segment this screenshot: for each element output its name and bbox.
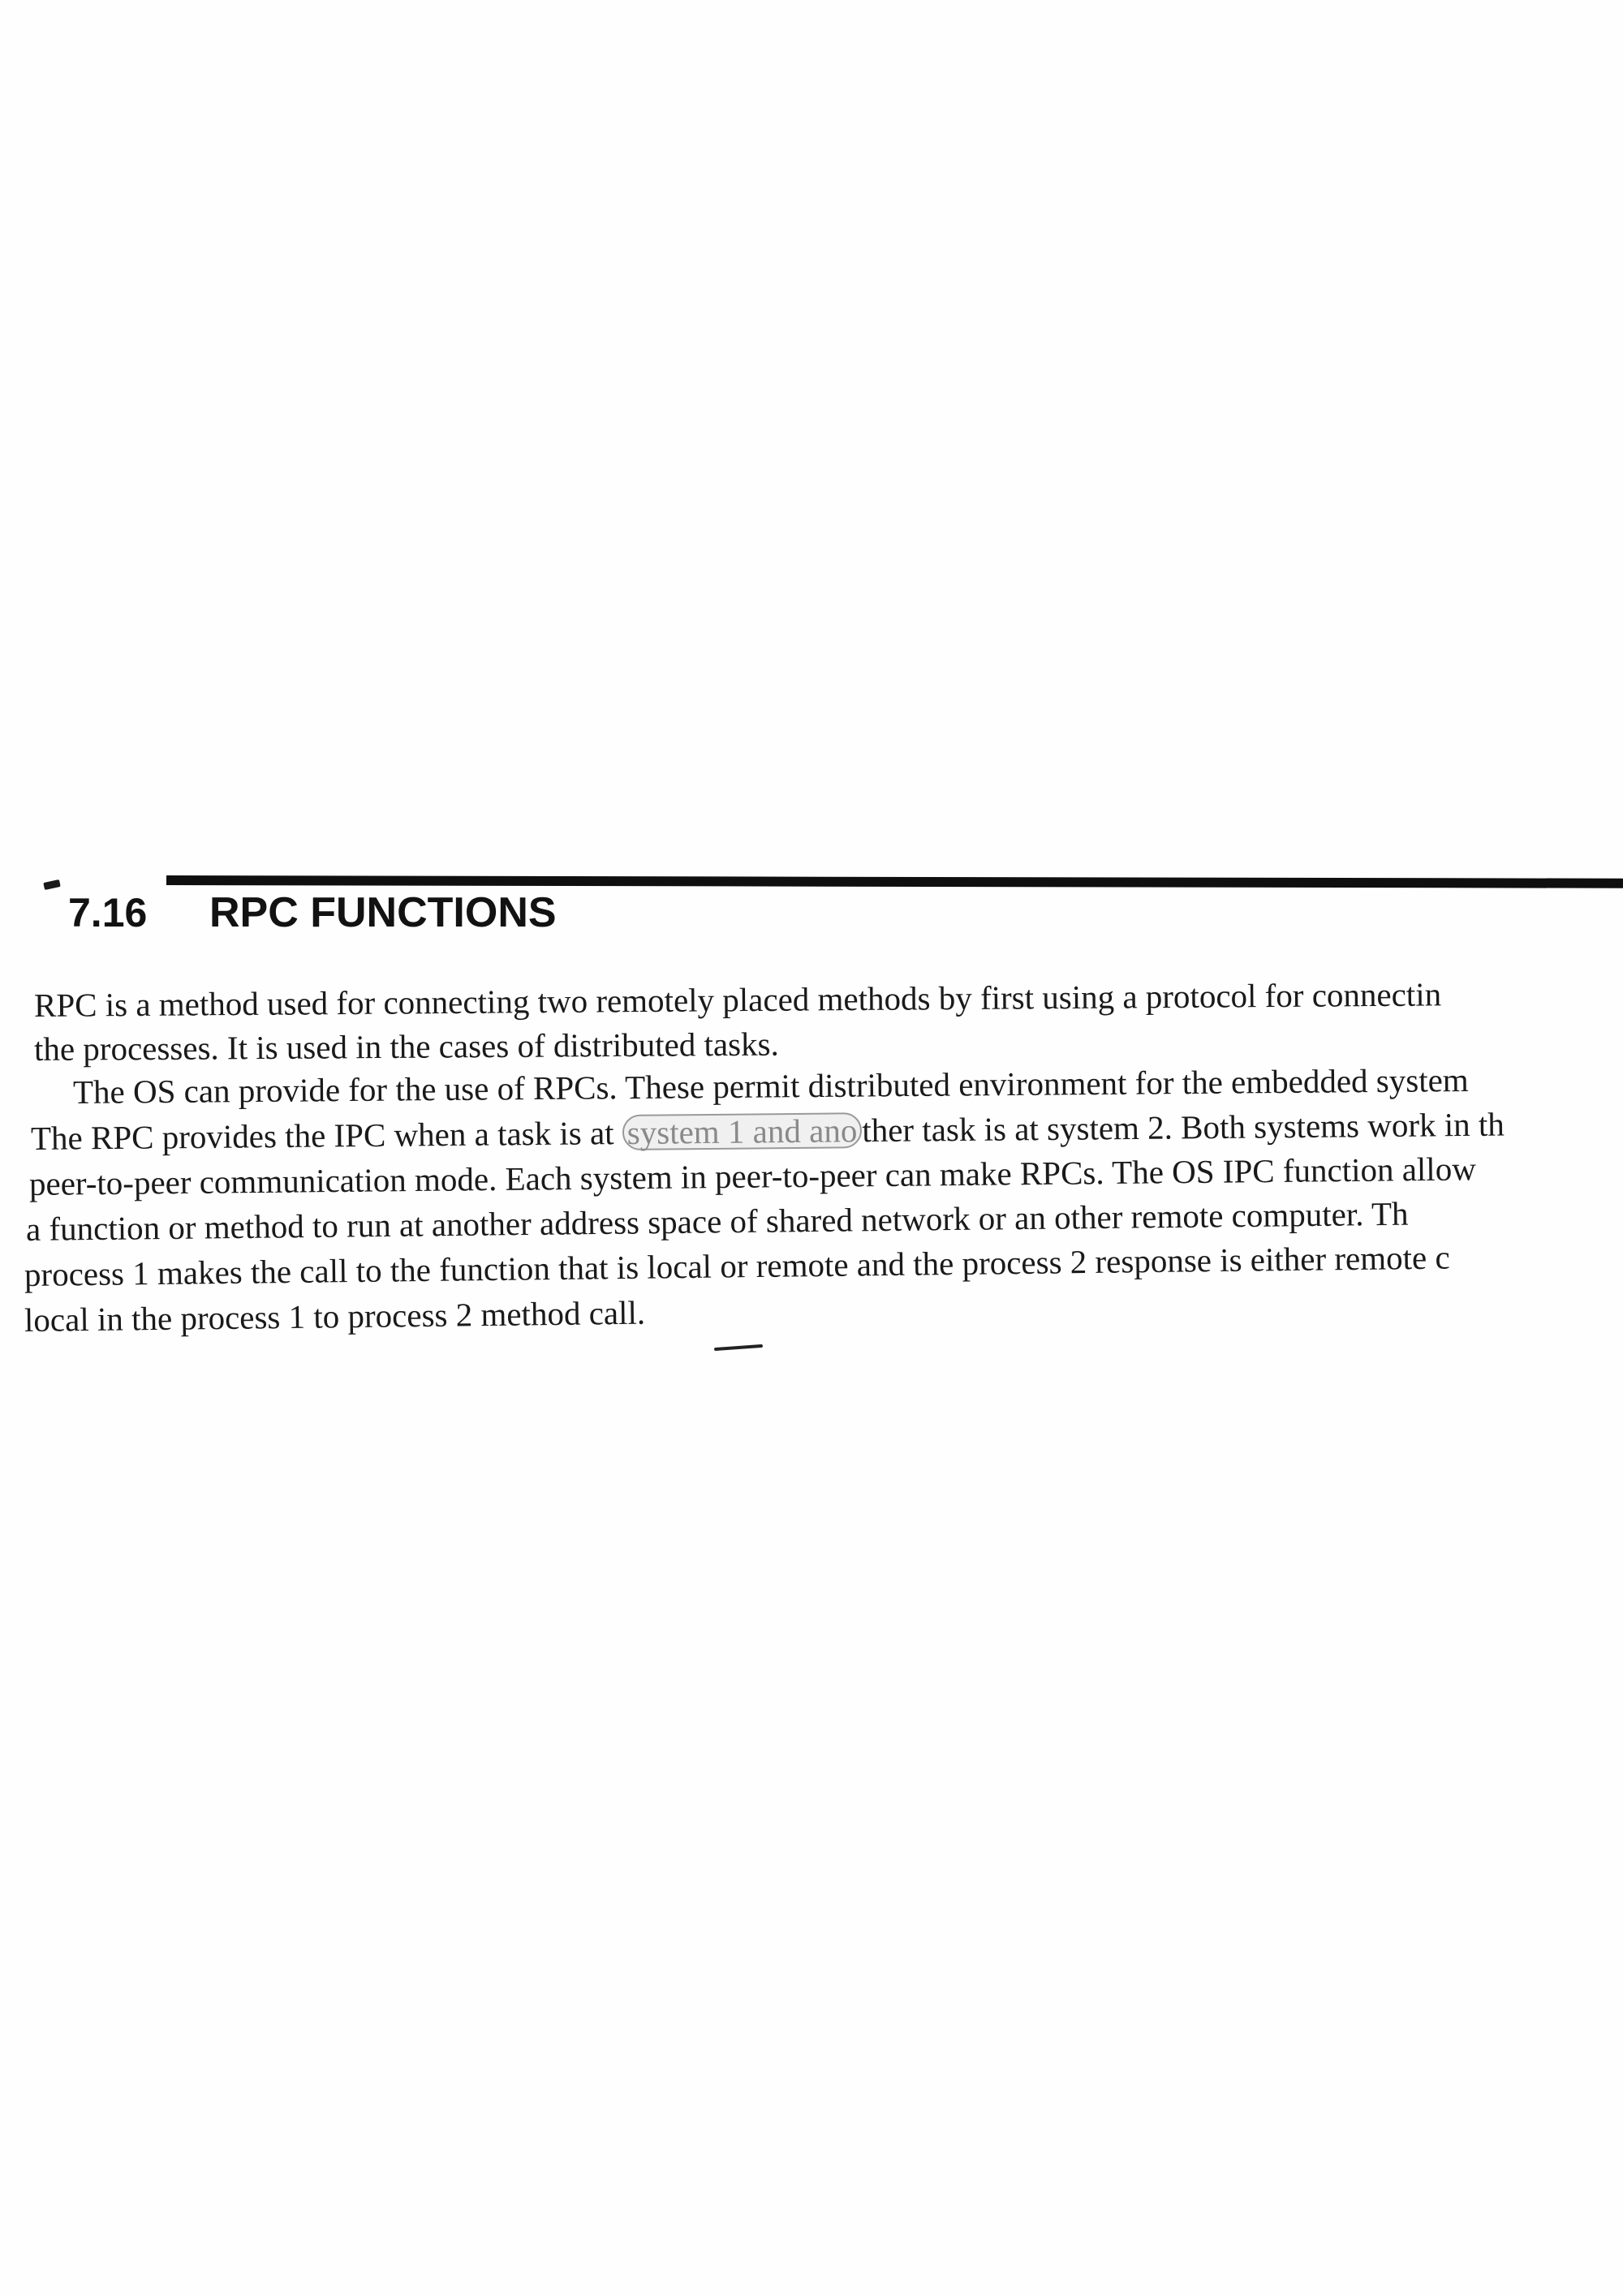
section-number: 7.16 bbox=[68, 890, 148, 935]
section-heading bbox=[68, 888, 557, 937]
section-bullet-mark bbox=[43, 879, 60, 890]
paragraph-line: local in the process 1 to process 2 method call. bbox=[24, 1293, 646, 1339]
section-body bbox=[0, 970, 1623, 1375]
paragraph-line: the processes. It is used in the cases of distributed tasks. bbox=[33, 1025, 779, 1068]
paragraph-line: a function or method to run at another address space of shared network or an other remote computer. Th bbox=[25, 1194, 1409, 1248]
paragraph-line: The OS can provide for the use of RPCs. These permit distributed environment for the embedded system bbox=[72, 1060, 1469, 1111]
paragraph-line: process 1 makes the call to the function that is local or remote and the process 2 response is either remote c bbox=[24, 1238, 1450, 1293]
section-title: RPC FUNCTIONS bbox=[209, 889, 557, 936]
line-text-end: ther task is at system 2. Both systems work in th bbox=[862, 1105, 1505, 1150]
watermark-overlay: system 1 and ano bbox=[622, 1112, 863, 1150]
paragraph-line: peer-to-peer communication mode. Each system in peer-to-peer can make RPCs. The OS IPC function allow bbox=[28, 1150, 1477, 1202]
line-text-start: The RPC provides the IPC when a task is at bbox=[30, 1114, 622, 1157]
section-top-rule bbox=[166, 875, 1623, 888]
paragraph-line: RPC is a method used for connecting two remotely placed methods by first using a protocol for connectin bbox=[33, 975, 1442, 1024]
